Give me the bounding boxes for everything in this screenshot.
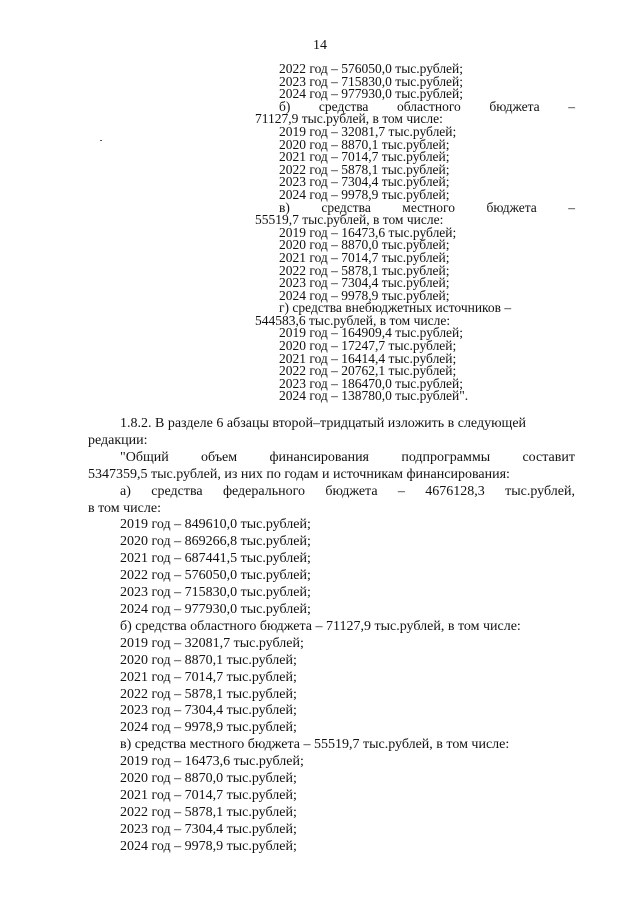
mest-year-line: 2023 год – 7304,4 тыс.рублей; bbox=[279, 275, 450, 291]
word: областного bbox=[396, 98, 461, 114]
vneb-year-line: 2019 год – 164909,4 тыс.рублей; bbox=[279, 325, 464, 341]
cramped-financing-block bbox=[255, 63, 575, 403]
mest-year-line: 2024 год – 9978,9 тыс.рублей; bbox=[120, 838, 297, 854]
vneb-year-line: 2024 год – 138780,0 тыс.рублей". bbox=[279, 388, 469, 404]
word: 4676128,3 bbox=[425, 483, 485, 499]
main-text-block bbox=[88, 416, 575, 856]
fed-year-line: 2022 год – 576050,0 тыс.рублей; bbox=[120, 568, 311, 584]
word: бюджета bbox=[325, 483, 378, 499]
fed-heading-cont: в том числе: bbox=[88, 500, 161, 516]
vneb-heading: г) средства внебюджетных источников – bbox=[279, 300, 512, 316]
word: средства bbox=[151, 483, 203, 499]
word: "Общий bbox=[120, 449, 169, 465]
word: средства bbox=[318, 98, 369, 114]
page-number: 14 bbox=[313, 38, 327, 53]
item-paragraph-cont: редакции: bbox=[88, 432, 148, 448]
total-heading-cont: 5347359,5 тыс.рублей, из них по годам и источникам финансирования: bbox=[88, 466, 510, 482]
word: – bbox=[397, 483, 405, 499]
vneb-year-line: 2022 год – 20762,1 тыс.рублей; bbox=[279, 363, 457, 379]
mest-year-line: 2020 год – 8870,0 тыс.рублей; bbox=[279, 237, 450, 253]
fed-year-line: 2023 год – 715830,0 тыс.рублей; bbox=[120, 585, 311, 601]
fed-year-line: 2019 год – 849610,0 тыс.рублей; bbox=[120, 517, 311, 533]
obl-heading-cont: 71127,9 тыс.рублей, в том числе: bbox=[255, 111, 443, 127]
fed-year-line: 2020 год – 869266,8 тыс.рублей; bbox=[120, 534, 311, 550]
word: местного bbox=[402, 199, 455, 215]
mest-year-line: 2019 год – 16473,6 тыс.рублей; bbox=[279, 224, 457, 240]
word: составит bbox=[522, 449, 575, 465]
fed-year-line: 2024 год – 977930,0 тыс.рублей; bbox=[279, 86, 464, 102]
fed-year-line: 2022 год – 576050,0 тыс.рублей; bbox=[279, 61, 464, 76]
word: средства bbox=[321, 199, 371, 215]
obl-year-line: 2022 год – 5878,1 тыс.рублей; bbox=[279, 161, 450, 177]
word: – bbox=[568, 199, 575, 215]
vneb-year-line: 2020 год – 17247,7 тыс.рублей; bbox=[279, 338, 457, 354]
total-heading bbox=[88, 450, 575, 467]
word: тыс.рублей, bbox=[505, 483, 575, 499]
mest-year-line: 2022 год – 5878,1 тыс.рублей; bbox=[120, 804, 297, 820]
obl-year-line: 2020 год – 8870,1 тыс.рублей; bbox=[279, 136, 450, 152]
mest-year-line: 2024 год – 9978,9 тыс.рублей; bbox=[279, 287, 450, 303]
obl-year-line: 2019 год – 32081,7 тыс.рублей; bbox=[120, 635, 304, 651]
obl-year-line: 2022 год – 5878,1 тыс.рублей; bbox=[120, 686, 297, 702]
word: бюджета bbox=[489, 98, 540, 114]
word: объем bbox=[201, 449, 238, 465]
word: б) bbox=[279, 98, 291, 114]
mest-heading-cont: 55519,7 тыс.рублей, в том числе: bbox=[255, 212, 444, 228]
vneb-year-line: 2023 год – 186470,0 тыс.рублей; bbox=[279, 375, 464, 391]
word: – bbox=[568, 98, 575, 114]
word: финансирования bbox=[269, 449, 369, 465]
obl-heading: б) средства областного бюджета – 71127,9 тыс.рублей, в том числе: bbox=[120, 618, 521, 634]
obl-year-line: 2021 год – 7014,7 тыс.рублей; bbox=[120, 669, 297, 685]
word: в) bbox=[279, 199, 290, 215]
word: подпрограммы bbox=[401, 449, 491, 465]
mest-year-line: 2020 год – 8870,0 тыс.рублей; bbox=[120, 771, 297, 787]
mest-year-line: 2022 год – 5878,1 тыс.рублей; bbox=[279, 262, 450, 278]
vneb-year-line: 2021 год – 16414,4 тыс.рублей; bbox=[279, 350, 457, 366]
item-paragraph: 1.8.2. В разделе 6 абзацы второй–тридцатый изложить в следующей bbox=[120, 416, 527, 431]
word: федерального bbox=[222, 483, 305, 499]
mest-year-line: 2023 год – 7304,4 тыс.рублей; bbox=[120, 821, 297, 837]
obl-year-line: 2019 год – 32081,7 тыс.рублей; bbox=[279, 123, 457, 139]
obl-year-line: 2024 год – 9978,9 тыс.рублей; bbox=[120, 720, 297, 736]
obl-year-line: 2021 год – 7014,7 тыс.рублей; bbox=[279, 149, 450, 165]
word: бюджета bbox=[486, 199, 537, 215]
mest-year-line: 2021 год – 7014,7 тыс.рублей; bbox=[120, 787, 297, 803]
word: а) bbox=[120, 483, 131, 499]
mest-heading: в) средства местного бюджета – 55519,7 тыс.рублей, в том числе: bbox=[120, 737, 510, 753]
fed-year-line: 2021 год – 687441,5 тыс.рублей; bbox=[120, 551, 311, 567]
vneb-heading-cont: 544583,6 тыс.рублей, в том числе: bbox=[255, 312, 451, 328]
fed-year-line: 2024 год – 977930,0 тыс.рублей; bbox=[120, 601, 311, 617]
obl-year-line: 2020 год – 8870,1 тыс.рублей; bbox=[120, 652, 297, 668]
obl-year-line: 2023 год – 7304,4 тыс.рублей; bbox=[120, 703, 297, 719]
obl-year-line: 2023 год – 7304,4 тыс.рублей; bbox=[279, 174, 450, 190]
mest-year-line: 2019 год – 16473,6 тыс.рублей; bbox=[120, 754, 304, 770]
obl-year-line: 2024 год – 9978,9 тыс.рублей; bbox=[279, 186, 450, 202]
mest-year-line: 2021 год – 7014,7 тыс.рублей; bbox=[279, 249, 450, 265]
fed-year-line: 2023 год – 715830,0 тыс.рублей; bbox=[279, 73, 464, 89]
scan-speck bbox=[100, 140, 102, 141]
fed-heading bbox=[88, 484, 575, 501]
